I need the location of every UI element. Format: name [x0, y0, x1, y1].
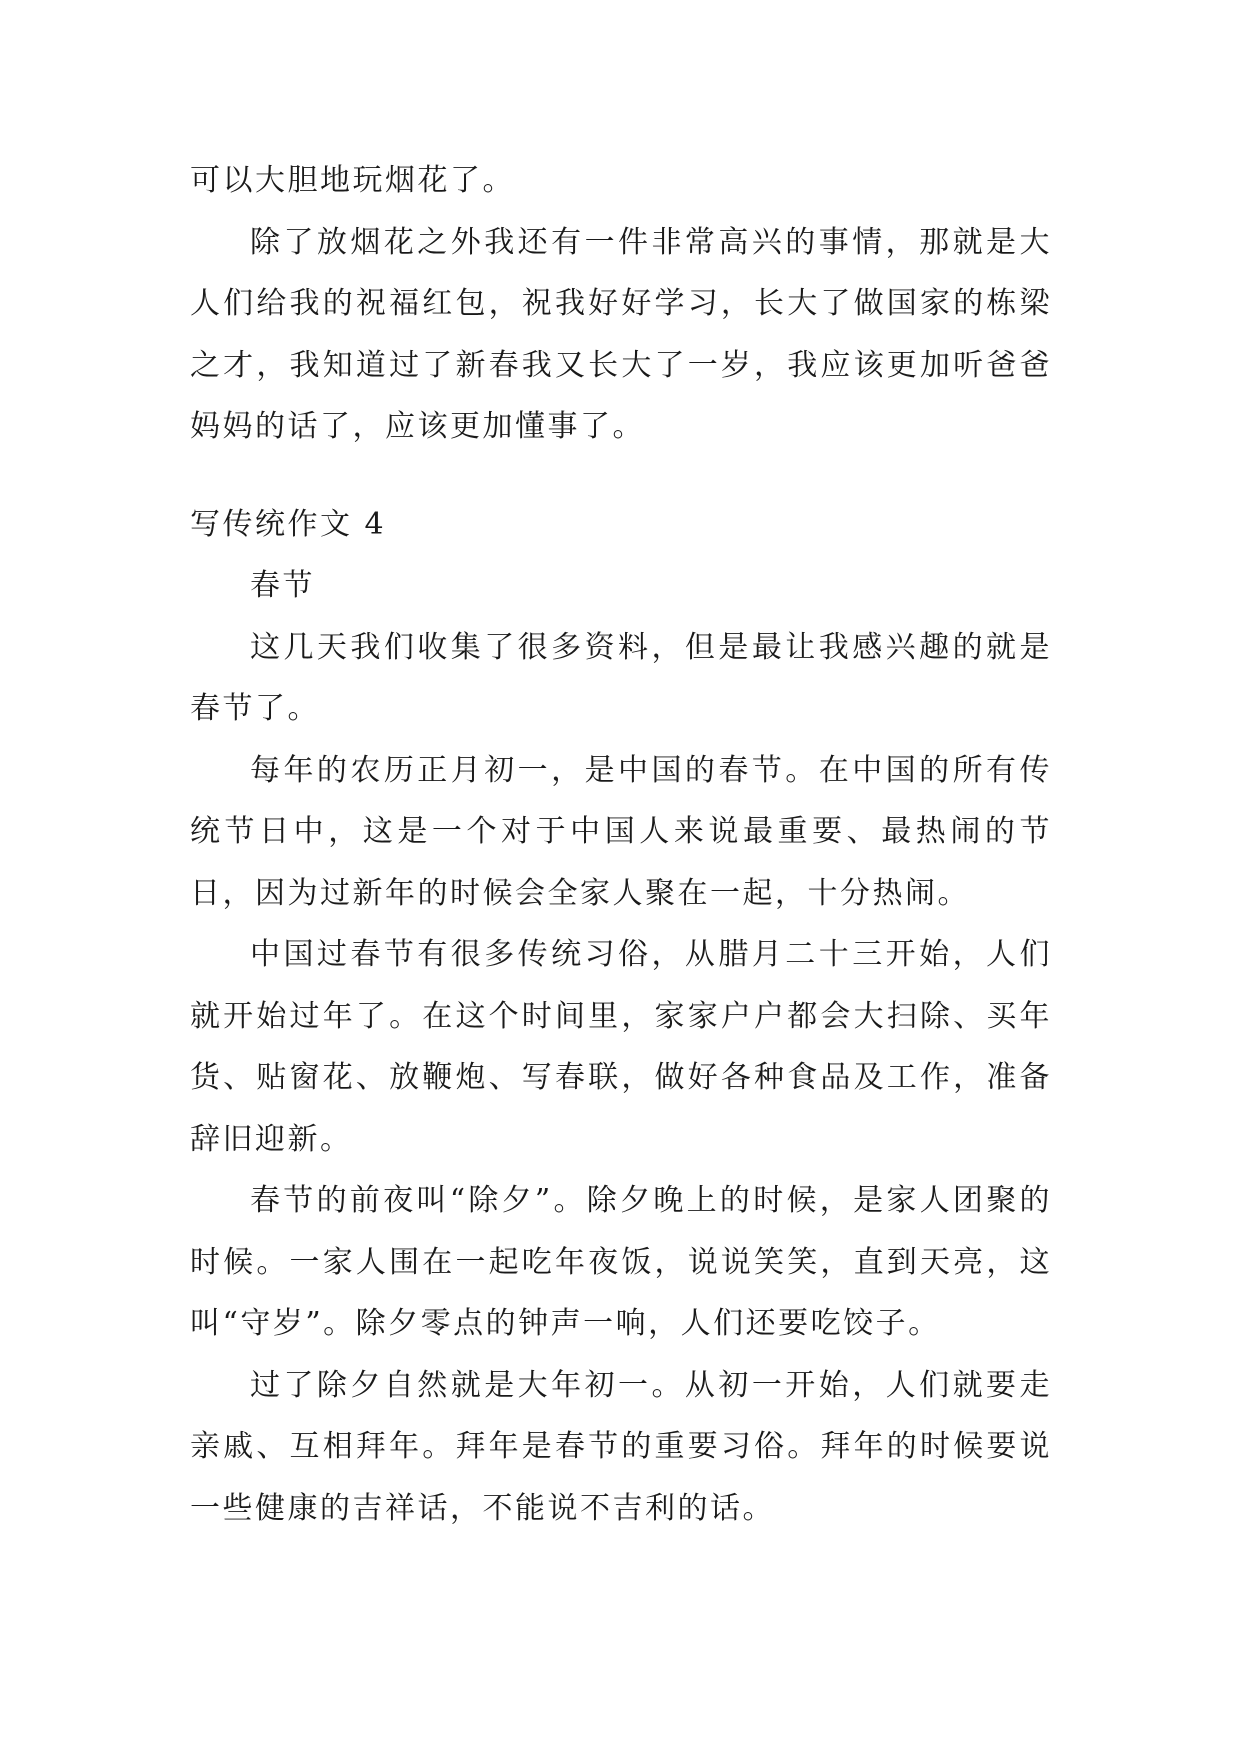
continuation-paragraph: 除了放烟花之外我还有一件非常高兴的事情，那就是大人们给我的祝福红包，祝我好好学习，长大了做国家的栋梁之才，我知道过了新春我又长大了一岁，我应该更加听爸爸妈妈的话了，应该更加懂事了。: [190, 224, 1052, 444]
section-heading: 写传统作文 4: [190, 506, 387, 542]
document-body: [190, 150, 1052, 1539]
essay-paragraph: 中国过春节有很多传统习俗，从腊月二十三开始，人们就开始过年了。在这个时间里，家家户户都会大扫除、买年货、贴窗花、放鞭炮、写春联，做好各种食品及工作，准备辞旧迎新。: [190, 937, 1052, 1157]
essay-subtitle: 春节: [250, 568, 315, 603]
continuation-paragraph: 可以大胆地玩烟花了。: [190, 163, 515, 198]
essay-paragraph: 这几天我们收集了很多资料，但是最让我感兴趣的就是春节了。: [190, 629, 1052, 726]
essay-paragraph: 春节的前夜叫“除夕”。除夕晚上的时候，是家人团聚的时候。一家人围在一起吃年夜饭，说说笑笑，直到天亮，这叫“守岁”。除夕零点的钟声一响，人们还要吃饺子。: [190, 1183, 1052, 1341]
essay-paragraph: 过了除夕自然就是大年初一。从初一开始，人们就要走亲戚、互相拜年。拜年是春节的重要习俗。拜年的时候要说一些健康的吉祥话，不能说不吉利的话。: [190, 1367, 1052, 1526]
essay-paragraph: 每年的农历正月初一，是中国的春节。在中国的所有传统节日中，这是一个对于中国人来说最重要、最热闹的节日，因为过新年的时候会全家人聚在一起，十分热闹。: [190, 752, 1052, 911]
